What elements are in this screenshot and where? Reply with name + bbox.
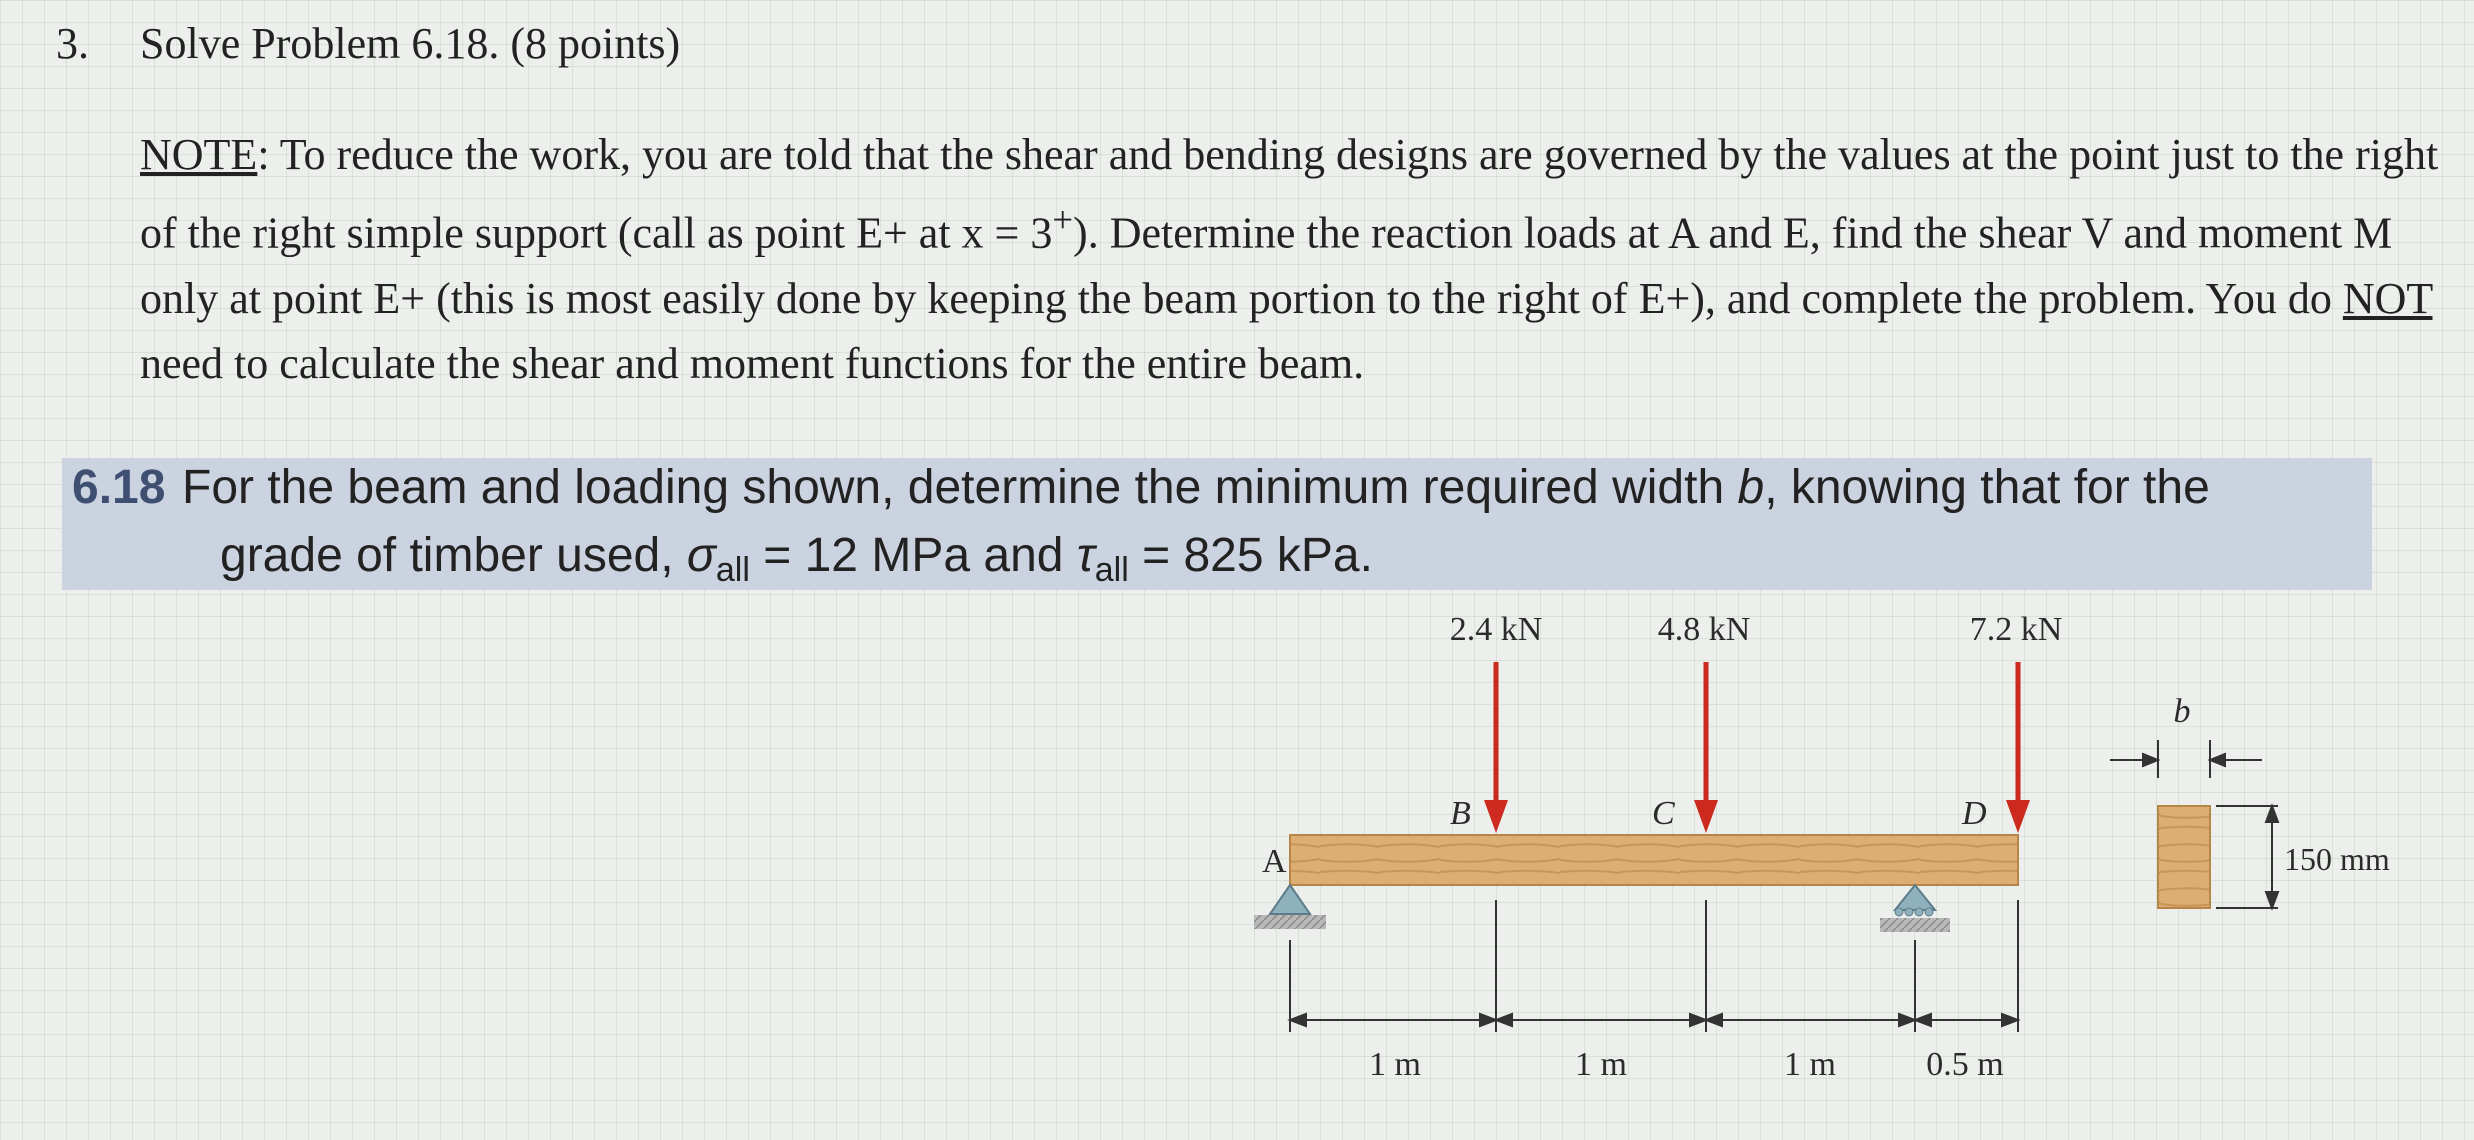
width-variable: b [1737, 461, 1765, 514]
dimension-label-bc: 1 m [1575, 1046, 1627, 1083]
dimension-label-ab: 1 m [1369, 1046, 1421, 1083]
sigma-subscript: all [715, 551, 750, 589]
section-width-dimension [2110, 740, 2262, 778]
sigma-value: = 12 MPa and [749, 529, 1077, 582]
pin-support-a [1254, 885, 1326, 929]
note-text-1: : To reduce the work, you are told that the shear and bending designs are governed by the values at the point just to the right of the right simple support (call as point E+ at x = 3 [140, 130, 2439, 258]
problem-number: 6.18 [72, 461, 166, 514]
load-arrow-d [2006, 662, 2030, 833]
load-label-d: 7.2 kN [1969, 611, 2063, 648]
section-height-label: 150 mm [2284, 841, 2390, 877]
note-emphasis-not: NOT [2342, 273, 2433, 323]
tau-value: = 825 kPa. [1128, 529, 1373, 582]
dimension-label-ed: 0.5 m [1926, 1046, 2004, 1083]
note-superscript: + [1052, 199, 1074, 240]
point-label-d: D [1962, 795, 1987, 832]
dimension-label-ce: 1 m [1784, 1046, 1836, 1083]
roller-support [1880, 885, 1950, 932]
question-number: 3. [56, 19, 89, 68]
section-height-dimension [2216, 806, 2278, 908]
point-label-c: C [1652, 795, 1675, 832]
question-title: Solve Problem 6.18. (8 points) [140, 19, 681, 68]
sigma-symbol: σ [686, 529, 716, 582]
load-arrow-b [1484, 662, 1508, 833]
point-label-b: B [1450, 795, 1471, 832]
note-text-2: ). Determine the reaction loads at A and E, find the shear V and moment M only at point E+ (this is most easily done by keeping the beam portion to the right of E+), and complete the problem. You do [140, 208, 2393, 323]
load-label-b: 2.4 kN [1449, 611, 1543, 648]
load-label-c: 4.8 kN [1657, 611, 1751, 648]
tau-subscript: all [1094, 551, 1129, 589]
tau-symbol: τ [1076, 529, 1095, 582]
cross-section [2158, 806, 2210, 908]
section-width-label: b [2173, 693, 2191, 730]
note-text-3: need to calculate the shear and moment functions for the entire beam. [140, 338, 1365, 388]
load-arrow-c [1694, 662, 1718, 833]
problem-line-1-end: , knowing that for the [1764, 461, 2210, 514]
beam [1290, 835, 2018, 885]
problem-line-1-text: For the beam and loading shown, determine the minimum required width [182, 461, 1738, 514]
note-label: NOTE [140, 130, 258, 179]
point-label-a: A [1262, 843, 1287, 880]
problem-line-2-text: grade of timber used, [220, 529, 687, 582]
